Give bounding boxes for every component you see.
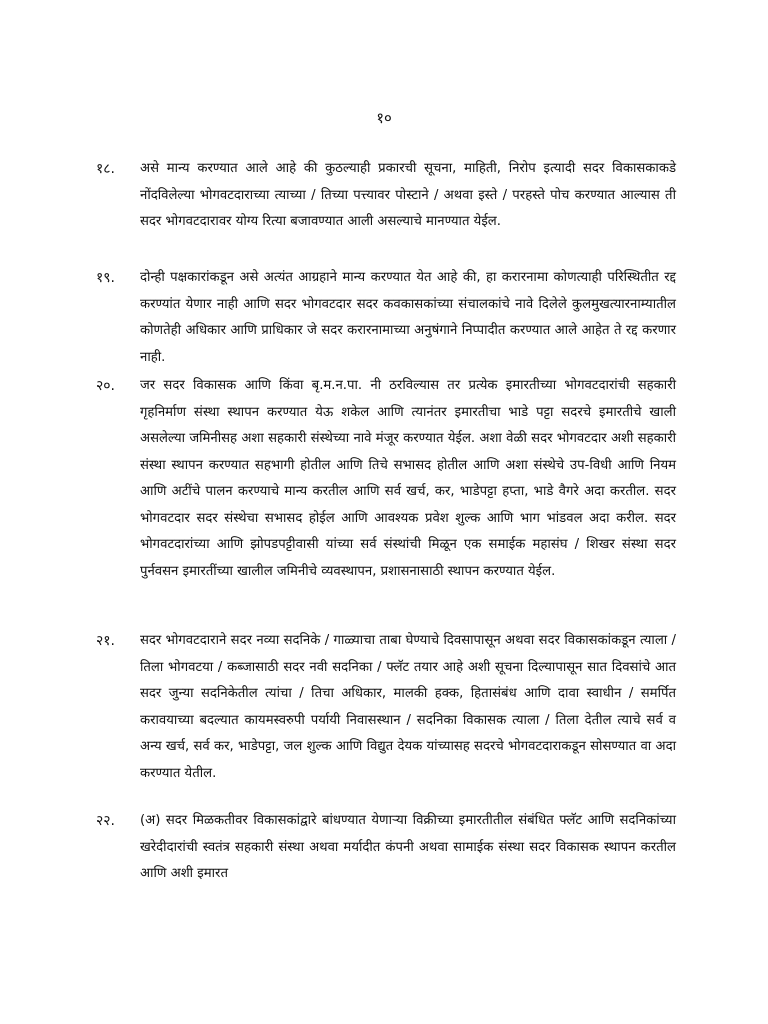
clause-text: (अ) सदर मिळकतीवर विकासकांद्वारे बांधण्यात येणाऱ्या विक्रीच्या इमारतीतील संबंधित फ्लॅट आणि सदनिकांच्या खरेदीदारांची स्वतंत्र सहकारी संस्था अथवा मर्यादीत कंपनी अथवा सामाईक संस्था सदर विकासक स्थापन करतील आणि अशी इमारत [140,813,676,881]
clause-22 [96,808,676,888]
clause-text: दोन्ही पक्षकारांकडून असे अत्यंत आग्रहाने मान्य करण्यात येत आहे की, हा करारनामा कोणत्याही परिस्थितीत रद्द करण्यांत येणार नाही आणि सदर भोगवटदार सदर कवकासकांच्या संचालकांचे नावे दिलेले कुलमुखत्यारनाम्यातील कोणतेही अधिकार आणि प्राधिकार जे सदर करारनामाच्या अनुषंगाने निप्पादीत करण्यात आले आहेत ते रद्द करणार नाही. [140,270,676,365]
clause-19 [96,265,676,371]
clause-18 [96,156,676,236]
clause-number: १९. [96,270,116,286]
clause-number: २०. [96,378,116,394]
clause-text: जर सदर विकासक आणि किंवा बृ.म.न.पा. नी ठरविल्यास तर प्रत्येक इमारतीच्या भोगवटदारांची सहकारी गृहनिर्माण संस्था स्थापन करण्यात येऊ शकेल आणि त्यानंतर इमारतीचा भाडे पट्टा सदरचे इमारतीचे खाली असलेल्या जमिनीसह अशा सहकारी संस्थेच्या नावे मंजूर करण्यात येईल. अशा वेळी सदर भोगवटदार अशी सहकारी संस्था स्थापन करण्यात सहभागी होतील आणि तिचे सभासद होतील आणि अशा संस्थेचे उप-विधी आणि नियम आणि अटींचे पालन करण्याचे मान्य करतील आणि सर्व खर्च, कर, भाडेपट्टा हप्ता, भाडे वैगरे अदा करतील. सदर भोगवटदार सदर संस्थेचा सभासद होईल आणि आवश्यक प्रवेश शुल्क आणि भाग भांडवल अदा करील. सदर भोगवटदारांच्या आणि झोपडपट्टीवासी यांच्या सर्व संस्थांची मिळून एक समाईक महासंघ / शिखर संस्था सदर पुर्नवसन इमारतींच्या खालील जमिनीचे व्यवस्थापन, प्रशासनासाठी स्थापन करण्यात येईल. [140,378,676,579]
page-number: १० [376,109,392,127]
clause-number: १८. [96,161,116,177]
clause-21 [96,628,676,787]
clause-number: २१. [96,633,116,649]
clause-20 [96,373,676,585]
clause-text: असे मान्य करण्यात आले आहे की कुठल्याही प्रकारची सूचना, माहिती, निरोप इत्यादी सदर विकासकाकडे नोंदविलेल्या भोगवटदाराच्या त्याच्या / तिच्या पत्त्यावर पोस्टाने / अथवा इस्ते / परहस्ते पोच करण्यात आल्यास ती सदर भोगवटदारावर योग्य रित्या बजावण्यात आली असल्याचे मानण्यात येईल. [140,161,676,229]
clause-number: २२. [96,813,116,829]
clause-text: सदर भोगवटदाराने सदर नव्या सदनिके / गाळ्याचा ताबा घेण्याचे दिवसापासून अथवा सदर विकासकांकडून त्याला / तिला भोगवटया / कब्जासाठी सदर नवी सदनिका / फ्लॅट तयार आहे अशी सूचना दिल्यापासून सात दिवसांचे आत सदर जुन्या सदनिकेतील त्यांचा / तिचा अधिकार, मालकी हक्क, हितासंबंध आणि दावा स्वाधीन / समर्पित करावयाच्या बदल्यात कायमस्वरुपी पर्यायी निवासस्थान / सदनिका विकासक त्याला / तिला देतील त्याचे सर्व व अन्य खर्च, सर्व कर, भाडेपट्टा, जल शुल्क आणि विद्युत देयक यांच्यासह सदरचे भोगवटदाराकडून सोसण्यात वा अदा करण्यात येतील. [140,633,676,781]
